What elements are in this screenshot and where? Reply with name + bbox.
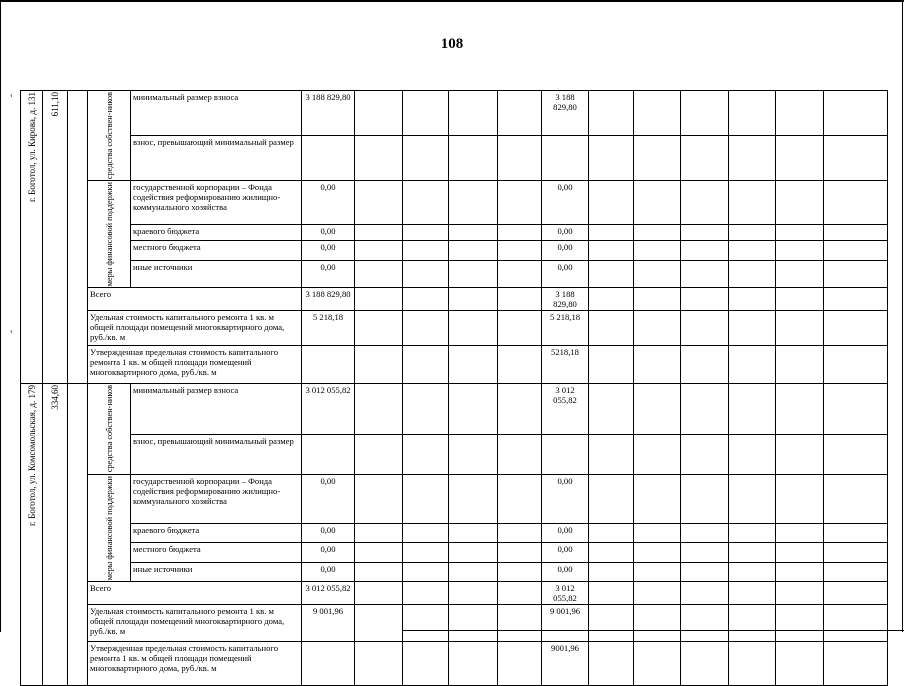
table-row <box>21 434 888 474</box>
building-address-cell <box>21 384 43 685</box>
total-label: Всего <box>88 581 302 604</box>
table-row <box>21 181 888 225</box>
empty-cell <box>68 91 88 384</box>
building-area: 334,60 <box>50 385 60 411</box>
value-cell: 9001,96 <box>542 641 589 685</box>
row-label: минимальный размер взноса <box>131 384 302 434</box>
table-row <box>21 91 888 136</box>
table-row <box>21 641 888 685</box>
row-label: краевого бюджета <box>131 523 302 542</box>
row-label: взнос, превышающий минимальный размер <box>131 434 302 474</box>
table-row <box>21 604 888 641</box>
owners-funds-label: средства собствен-ников <box>104 92 114 180</box>
table-row <box>21 384 888 434</box>
support-measures-cell <box>88 181 131 288</box>
table-row <box>21 581 888 604</box>
row-label: иные источники <box>131 562 302 581</box>
row-label: государственной корпорации – Фонда содействия реформированию жилищно-коммунального хозяйства <box>131 474 302 523</box>
value-cell: 0,00 <box>302 224 355 240</box>
max-cost-label: Утвержденная предельная стоимость капитального ремонта 1 кв. м общей площади помещений многоквартирного дома, руб./кв. м <box>88 346 302 384</box>
table-row <box>21 523 888 542</box>
building-area-cell <box>43 91 68 384</box>
empty-cell <box>68 384 88 685</box>
row-label: краевого бюджета <box>131 224 302 240</box>
max-cost-label: Утвержденная предельная стоимость капитального ремонта 1 кв. м общей площади помещений многоквартирного дома, руб./кв. м <box>88 641 302 685</box>
value-cell: 0,00 <box>542 261 589 288</box>
value-cell: 0,00 <box>302 474 355 523</box>
value-cell: 0,00 <box>302 543 355 562</box>
row-label: иные источники <box>131 261 302 288</box>
value-cell: 0,00 <box>542 543 589 562</box>
value-cell: 0,00 <box>302 241 355 261</box>
value-cell: 5 218,18 <box>302 311 355 346</box>
row-label: минимальный размер взноса <box>131 91 302 136</box>
table-row <box>21 241 888 261</box>
owners-funds-cell <box>88 91 131 181</box>
value-cell: 5218,18 <box>542 346 589 384</box>
value-cell: 0,00 <box>542 562 589 581</box>
table-row <box>21 562 888 581</box>
value-cell: 0,00 <box>542 241 589 261</box>
unit-cost-label: Удельная стоимость капитального ремонта 1 кв. м общей площади помещений многоквартирного дома, руб./кв. м <box>88 311 302 346</box>
building-address: г. Боготол, ул. Комсомольская, д. 179 <box>26 385 37 527</box>
value-cell: 0,00 <box>542 224 589 240</box>
value-cell: 3 188 829,80 <box>302 91 355 136</box>
value-cell: 3 188 829,80 <box>302 288 355 311</box>
building-address-cell <box>21 91 43 384</box>
value-cell: 3 012 055,82 <box>302 581 355 604</box>
support-measures-label: меры финансовой поддержки <box>104 182 114 287</box>
scan-frame-left <box>0 0 1 632</box>
table-row <box>21 224 888 240</box>
financing-table <box>20 90 888 686</box>
value-cell: 0,00 <box>542 523 589 542</box>
value-cell: 3 188 829,80 <box>542 288 589 311</box>
building-area-cell <box>43 384 68 685</box>
total-label: Всего <box>88 288 302 311</box>
scan-mark: ‹ <box>10 90 13 100</box>
table-row <box>21 543 888 562</box>
value-cell: 5 218,18 <box>542 311 589 346</box>
row-label: местного бюджета <box>131 241 302 261</box>
value-cell: 0,00 <box>542 474 589 523</box>
value-cell: 9 001,96 <box>542 604 589 641</box>
table-row <box>21 474 888 523</box>
table-row <box>21 311 888 346</box>
unit-cost-label: Удельная стоимость капитального ремонта 1 кв. м общей площади помещений многоквартирного дома, руб./кв. м <box>88 604 302 641</box>
table-row <box>21 136 888 181</box>
value-cell: 0,00 <box>302 562 355 581</box>
owners-funds-cell <box>88 384 131 474</box>
scan-mark: ‹ <box>10 326 13 336</box>
table-row <box>21 346 888 384</box>
value-cell: 3 012 055,82 <box>542 581 589 604</box>
value-cell: 0,00 <box>542 181 589 225</box>
table-row <box>21 288 888 311</box>
scan-frame-right <box>902 0 903 632</box>
building-area: 611,10 <box>50 92 60 117</box>
value-cell: 9 001,96 <box>302 604 355 641</box>
support-measures-cell <box>88 474 131 581</box>
support-measures-label: меры финансовой поддержки <box>104 475 114 580</box>
row-label: взнос, превышающий минимальный размер <box>131 136 302 181</box>
row-label: государственной корпорации – Фонда содействия реформированию жилищно-коммунального хозяйства <box>131 181 302 225</box>
row-label: местного бюджета <box>131 543 302 562</box>
table-row <box>21 261 888 288</box>
value-cell: 0,00 <box>302 261 355 288</box>
value-cell: 3 012 055,82 <box>542 384 589 434</box>
value-cell: 3 012 055,82 <box>302 384 355 434</box>
page-number: 108 <box>440 36 464 52</box>
scan-frame-top <box>0 0 904 2</box>
value-cell: 3 188 829,80 <box>542 91 589 136</box>
value-cell: 0,00 <box>302 181 355 225</box>
value-cell: 0,00 <box>302 523 355 542</box>
building-address: г. Боготол, ул. Кирова, д. 131 <box>26 92 37 202</box>
owners-funds-label: средства собствен-ников <box>104 385 114 473</box>
